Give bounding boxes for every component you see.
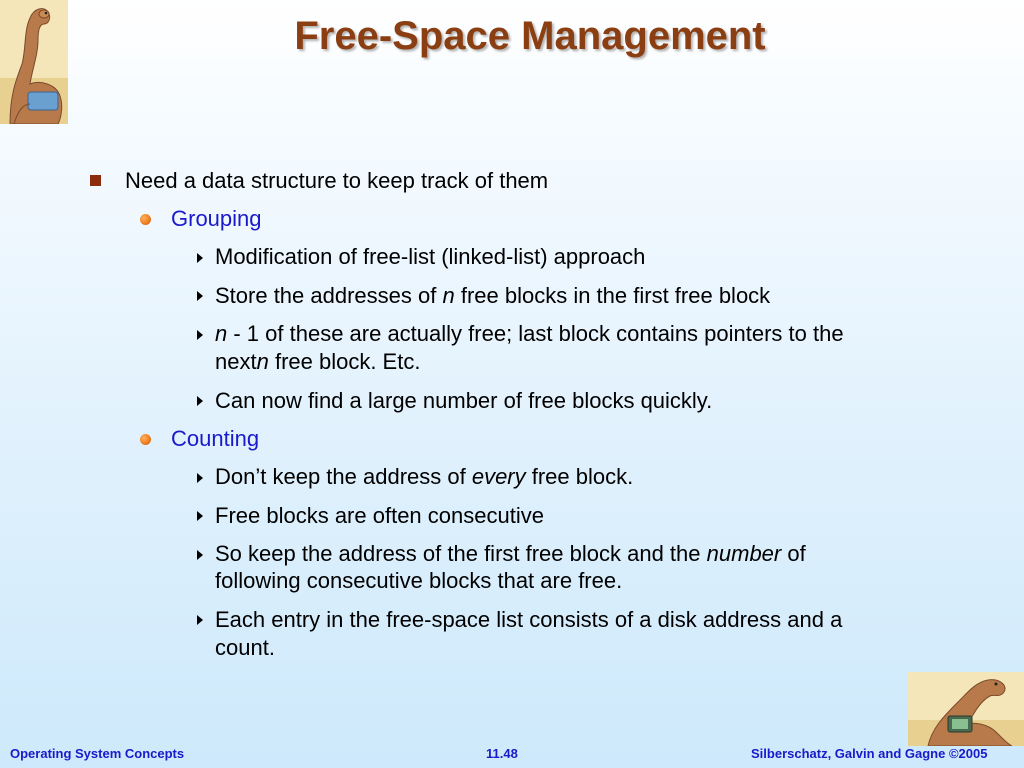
- bullet-counting: Counting: [171, 426, 260, 451]
- text-segment: next: [215, 349, 257, 374]
- dinosaur-logo-bottom: [908, 672, 1024, 746]
- triangle-bullet-icon: [197, 396, 203, 406]
- round-bullet-icon: [140, 434, 151, 445]
- text-segment: Don’t keep the address of: [215, 464, 472, 489]
- triangle-bullet-icon: [197, 615, 203, 625]
- italic-every: every: [471, 464, 526, 489]
- footer-slide-number: 11.48: [486, 746, 518, 761]
- bullet-store-addresses: [215, 282, 770, 310]
- square-bullet-icon: [90, 175, 101, 186]
- slide-title: Free-Space Management: [294, 14, 766, 58]
- bullet-keep-address-continued: following consecutive blocks that are free.: [215, 568, 623, 593]
- text-segment: free block.: [525, 464, 634, 489]
- italic-n: n: [442, 283, 455, 308]
- triangle-bullet-icon: [197, 511, 203, 521]
- triangle-bullet-icon: [197, 330, 203, 340]
- bullet-n-minus-one: [215, 320, 844, 348]
- triangle-bullet-icon: [197, 473, 203, 483]
- text-segment: free block. Etc.: [268, 349, 421, 374]
- text-segment: of: [781, 541, 806, 566]
- bullet-modification-free-list: Modification of free-list (linked-list) approach: [215, 244, 646, 269]
- triangle-bullet-icon: [197, 550, 203, 560]
- bullet-each-entry: Each entry in the free-space list consists of a disk address and a: [215, 607, 843, 632]
- text-segment: Store the addresses of: [215, 283, 443, 308]
- text-segment: free blocks in the first free block: [454, 283, 771, 308]
- triangle-bullet-icon: [197, 253, 203, 263]
- bullet-free-blocks-consecutive: Free blocks are often consecutive: [215, 503, 544, 528]
- italic-number: number: [706, 541, 782, 566]
- bullet-need-data-structure: Need a data structure to keep track of them: [125, 168, 549, 193]
- bullet-find-large-number: Can now find a large number of free blocks quickly.: [215, 388, 713, 413]
- triangle-bullet-icon: [197, 291, 203, 301]
- round-bullet-icon: [140, 214, 151, 225]
- bullet-dont-keep-address: [215, 463, 633, 491]
- italic-n: n: [215, 321, 228, 346]
- bullet-n-minus-one-continued: [215, 348, 420, 376]
- text-segment: - 1 of these are actually free; last block contains pointers to the: [227, 321, 844, 346]
- bullet-each-entry-continued: count.: [215, 635, 275, 660]
- footer-copyright: Silberschatz, Galvin and Gagne ©2005: [751, 746, 988, 761]
- italic-n: n: [256, 349, 269, 374]
- footer-course-name: Operating System Concepts: [10, 746, 185, 761]
- bullet-grouping: Grouping: [171, 206, 262, 231]
- bullet-keep-address-first: [215, 540, 806, 568]
- text-segment: So keep the address of the first free block and the: [215, 541, 707, 566]
